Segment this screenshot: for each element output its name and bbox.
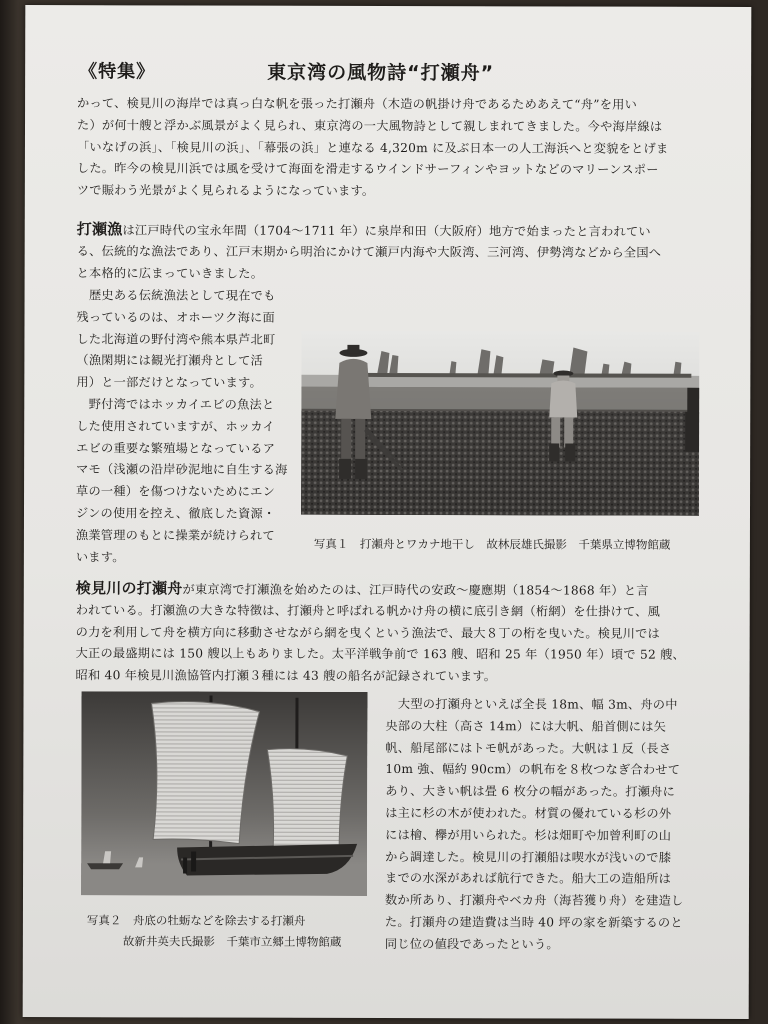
section1-paragraph <box>77 219 662 286</box>
article-title: 東京湾の風物詩“打瀬舟” <box>267 61 495 85</box>
narrow-line: エビの重要な繁殖場となっているア <box>76 440 276 456</box>
narrow-line: ジンの使用を控え、徹底した資源・ <box>75 506 276 521</box>
narrow-line: 残っているのは、オホーツク海に面 <box>76 309 275 325</box>
section2-first-line <box>76 578 685 601</box>
narrow-line: 同じ位の値段であったという。 <box>384 936 559 952</box>
section2-line: 大正の最盛期には 150 艘以上もありました。太平洋戦争前で 163 艘、昭和 25 年（1950 年）頃で 52 艘、 <box>75 646 686 663</box>
section1-heading: 打瀬漁 <box>76 220 123 239</box>
narrow-line: （漁閑期には観光打瀬舟として活 <box>76 353 263 369</box>
narrow-line: 草の一種）を傷つけないためにエン <box>76 484 276 499</box>
narrow-line: た。打瀬舟の建造費は当時 40 坪の家を新築するのと <box>384 914 683 930</box>
section1-line: と本格的に広まっていきました。 <box>76 265 264 281</box>
photo-2-credit: 故新井英夫氏撮影 千葉市立郷土博物館蔵 <box>122 933 342 949</box>
narrow-line: 歴史ある伝統漁法として現在でも <box>76 288 276 303</box>
intro-line: た）が何十艘と浮かぶ風景がよく見られ、東京湾の一大風物詩として親しまれてきました。今や海岸線は <box>76 117 663 134</box>
narrow-line: までの水深があれば航行できた。船大工の造船所は <box>385 871 672 887</box>
intro-line: ツで賑わう光景がよく見られるようになっています。 <box>76 183 375 199</box>
narrow-line: は主に杉の木が使われた。材質の優れている杉の外 <box>385 805 672 821</box>
section2-line: 昭和 40 年検見川漁協管内打瀬３種には 43 艘の船名が記録されています。 <box>75 668 497 684</box>
narrow-line: あり、大きい帆は畳 6 枚分の幅があった。打瀬舟に <box>385 784 676 799</box>
photo-1-fishermen-on-shore <box>301 331 699 516</box>
section1-narrow-column <box>76 285 288 569</box>
narrow-line: した北海道の野付湾や熊本県芦北町 <box>76 331 276 347</box>
intro-line: 「いなげの浜」、「検見川の浜」、「幕張の浜」と連なる 4,320m に及ぶ日本一の人工海浜へと変貌をとげま <box>76 139 669 156</box>
narrow-line: います。 <box>75 549 125 564</box>
narrow-line: 漁業管理のもとに操業が続けられて <box>75 527 275 543</box>
narrow-line: 10m 強、幅約 90cm）の帆布を８枚つなぎ合わせて <box>385 762 681 778</box>
section1-first-line-text: は江戸時代の宝永年間（1704～1711 年）に泉岸和田（大阪府）地方で始まったと言われてい <box>122 223 651 239</box>
narrow-line: から調達した。検見川の打瀬船は喫水が浅いので膝 <box>385 849 672 865</box>
section2-first-line-text: が東京湾で打瀬漁を始めたのは、江戸時代の安政～慶應期（1854～1868 年）と言 <box>182 582 649 598</box>
document-page <box>23 5 752 1019</box>
feature-label: 《特集》 <box>79 61 156 83</box>
section2-line: の力を利用して舟を横方向に移動させながら網を曳くという漁法で、最大８丁の桁を曳いた。検見川では <box>75 624 661 641</box>
photo-2-caption: 写真２ 舟底の牡蛎などを除去する打瀬舟 <box>86 912 306 928</box>
section2-paragraph <box>76 578 686 689</box>
intro-line: かって、検見川の海岸では真っ白な帆を張った打瀬舟（木造の帆掛け舟であるためあえて“舟”を用い <box>77 96 638 112</box>
section1-line: る、伝統的な漁法であり、江戸末期から明治にかけて瀬戸内海や大阪湾、三河湾、伊勢湾などから全国へ <box>76 243 662 260</box>
photo-2-sailboat <box>81 691 368 896</box>
narrow-line: には檜、欅が用いられた。杉は畑町や加曾利町の山 <box>385 827 672 843</box>
intro-line: した。昨今の検見川浜では風を受けて海面を滑走するウインドサーフィンやヨットなどのマリーンスポー <box>76 161 659 178</box>
narrow-line: 用）と一部だけとなっています。 <box>76 375 262 390</box>
narrow-line: 大型の打瀬舟といえば全長 18m、幅 3m、舟の中 <box>385 696 678 712</box>
section2-narrow-column <box>385 694 684 956</box>
intro-paragraph <box>77 93 669 204</box>
narrow-line: 数か所あり、打瀬舟やベカ舟（海苔獲り舟）を建造し <box>384 893 684 908</box>
narrow-line: 帆、船尾部にはトモ帆があった。大帆は１反（長さ <box>385 740 672 756</box>
section2-line: われている。打瀬漁の大きな特徴は、打瀬舟と呼ばれる帆かけ舟の横に底引き網（桁網）を仕掛けて、風 <box>75 602 661 619</box>
section1-first-line <box>77 219 662 242</box>
narrow-line: した使用されていますが、ホッカイ <box>76 418 275 434</box>
section2-heading: 検見川の打瀬舟 <box>75 579 183 598</box>
photo-1-caption: 写真１ 打瀬舟とワカナ地干し 故林辰雄氏撮影 千葉県立博物館蔵 <box>313 536 671 552</box>
narrow-line: 央部の大柱（高さ 14m）には大帆、船首側には矢 <box>385 718 667 734</box>
narrow-line: 野付湾ではホッカイエビの魚法と <box>76 397 275 412</box>
narrow-line: マモ（浅瀬の沿岸砂泥地に自生する海 <box>76 462 288 478</box>
